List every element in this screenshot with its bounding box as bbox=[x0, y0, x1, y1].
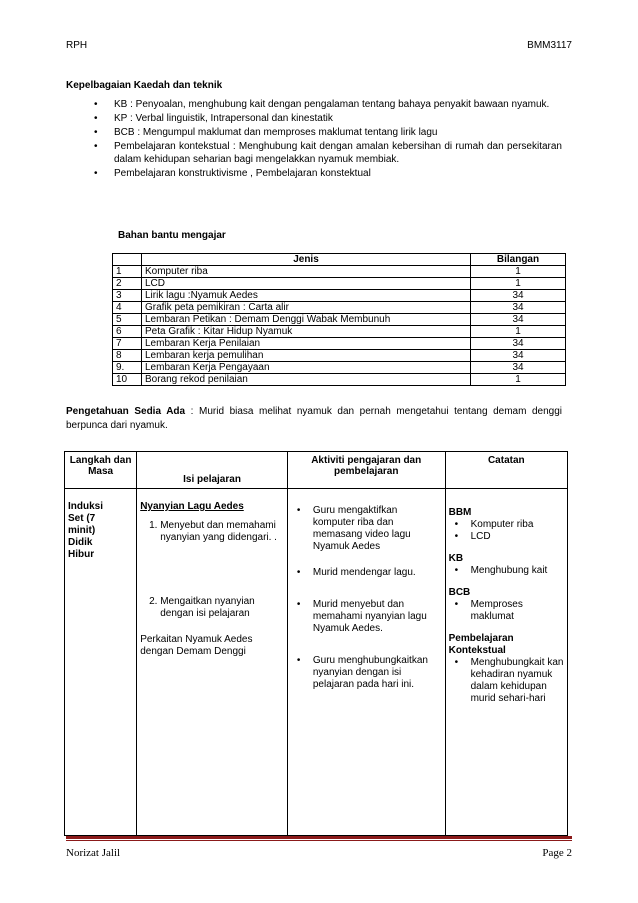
kaedah-item: • KP : Verbal linguistik, Intrapersonal dan kinestatik bbox=[66, 112, 562, 125]
bahan-row-num: 5 bbox=[113, 314, 142, 326]
catatan-pk-label: Pembelajaran Kontekstual bbox=[448, 633, 514, 656]
aktiviti-list bbox=[291, 505, 442, 691]
bahan-row-num: 9. bbox=[113, 362, 142, 374]
bahan-row bbox=[113, 278, 566, 290]
pengetahuan-sedia-ada bbox=[66, 405, 562, 433]
langkah-line: Induksi bbox=[68, 501, 104, 512]
bahan-body bbox=[113, 266, 566, 386]
catatan-bbm-list bbox=[449, 519, 564, 543]
langkah-line: Hibur bbox=[68, 549, 95, 560]
lesson-row bbox=[65, 489, 568, 836]
bahan-row bbox=[113, 374, 566, 386]
langkah-cell bbox=[65, 489, 137, 836]
bahan-row bbox=[113, 350, 566, 362]
pengetahuan-label: Pengetahuan Sedia Ada bbox=[66, 406, 186, 417]
langkah-line: minit) bbox=[68, 525, 96, 536]
isi-cell bbox=[137, 489, 288, 836]
bahan-row-num: 6 bbox=[113, 326, 142, 338]
catatan-item: • Komputer riba bbox=[449, 519, 564, 531]
bahan-title: Bahan bantu mengajar bbox=[118, 230, 226, 241]
catatan-item: • Memproses maklumat bbox=[449, 599, 564, 623]
catatan-item: • LCD bbox=[449, 531, 564, 543]
kaedah-item: • Pembelajaran konstruktivisme , Pembelajaran konstektual bbox=[66, 167, 562, 180]
bahan-row-bilangan: 1 bbox=[471, 326, 566, 338]
bahan-row-jenis: LCD bbox=[142, 278, 471, 290]
bahan-row-num: 4 bbox=[113, 302, 142, 314]
kaedah-title: Kepelbagaian Kaedah dan teknik bbox=[66, 80, 223, 91]
bahan-row-bilangan: 34 bbox=[471, 302, 566, 314]
bahan-row-jenis: Lembaran Petikan : Demam Denggi Wabak Membunuh bbox=[142, 314, 471, 326]
bahan-row-num: 3 bbox=[113, 290, 142, 302]
kaedah-item: • BCB : Mengumpul maklumat dan memproses maklumat tentang lirik lagu bbox=[66, 126, 562, 139]
aktiviti-item: • Murid menyebut dan memahami nyanyian lagu Nyamuk Aedes. bbox=[291, 599, 442, 635]
bahan-row-bilangan: 1 bbox=[471, 374, 566, 386]
bahan-row-bilangan: 1 bbox=[471, 278, 566, 290]
bahan-row-num: 8 bbox=[113, 350, 142, 362]
bahan-row bbox=[113, 314, 566, 326]
kaedah-list bbox=[66, 98, 562, 181]
bahan-row-jenis: Lembaran kerja pemulihan bbox=[142, 350, 471, 362]
bahan-row bbox=[113, 290, 566, 302]
isi-step: 2. Mengaitkan nyanyian dengan isi pelajaran bbox=[160, 596, 284, 620]
kaedah-item: • KB : Penyoalan, menghubung kait dengan pengalaman tentang bahaya penyakit bawaan nyamuk. bbox=[66, 98, 562, 111]
catatan-item: • Menghubungkait kan kehadiran nyamuk dalam kehidupan murid sehari-hari bbox=[449, 657, 564, 705]
catatan-bcb-label: BCB bbox=[448, 587, 471, 598]
bahan-row-bilangan: 34 bbox=[471, 362, 566, 374]
bahan-row bbox=[113, 266, 566, 278]
bahan-row-jenis: Komputer riba bbox=[142, 266, 471, 278]
lesson-header-row bbox=[65, 452, 568, 489]
langkah-line: Didik bbox=[68, 537, 93, 548]
header-langkah: Langkah dan Masa bbox=[65, 452, 137, 489]
header-right: BMM3117 bbox=[527, 40, 572, 51]
header-aktiviti: Aktiviti pengajaran dan pembelajaran bbox=[287, 452, 445, 489]
langkah-line: Set (7 bbox=[68, 513, 96, 524]
bahan-row bbox=[113, 362, 566, 374]
bahan-row-bilangan: 1 bbox=[471, 266, 566, 278]
bahan-row-bilangan: 34 bbox=[471, 350, 566, 362]
bahan-header-jenis: Jenis bbox=[142, 254, 471, 266]
footer-rule bbox=[66, 836, 572, 839]
catatan-item: • Menghubung kait bbox=[449, 565, 564, 577]
bahan-row-jenis: Lembaran Kerja Penilaian bbox=[142, 338, 471, 350]
bahan-row-jenis: Grafik peta pemikiran : Carta alir bbox=[142, 302, 471, 314]
bahan-row-bilangan: 34 bbox=[471, 290, 566, 302]
bahan-row-num: 1 bbox=[113, 266, 142, 278]
bahan-row-num: 7 bbox=[113, 338, 142, 350]
pengetahuan-text: : Murid biasa melihat nyamuk dan pernah mengetahui tentang demam denggi berpunca dari nyamuk. bbox=[66, 406, 563, 431]
aktiviti-cell bbox=[287, 489, 445, 836]
header-catatan: Catatan bbox=[445, 452, 567, 489]
isi-steps-2 bbox=[140, 596, 284, 620]
bahan-row-num: 10 bbox=[113, 374, 142, 386]
aktiviti-item: • Murid mendengar lagu. bbox=[291, 567, 442, 579]
catatan-bcb-list bbox=[449, 599, 564, 623]
catatan-kb-list bbox=[449, 565, 564, 577]
bahan-row-jenis: Lirik lagu :Nyamuk Aedes bbox=[142, 290, 471, 302]
bahan-header-num bbox=[113, 254, 142, 266]
aktiviti-item: • Guru mengaktifkan komputer riba dan memasang video lagu Nyamuk Aedes bbox=[291, 505, 442, 553]
kaedah-item: • Pembelajaran kontekstual : Menghubung kait dengan amalan kebersihan di rumah dan persekitaran dalam kehidupan seharian bagi mengelakkan nyamuk membiak. bbox=[66, 140, 562, 166]
bahan-row bbox=[113, 302, 566, 314]
footer-author: Norizat Jalil bbox=[66, 847, 121, 859]
catatan-pk-list bbox=[449, 657, 564, 705]
bahan-row-jenis: Lembaran Kerja Pengayaan bbox=[142, 362, 471, 374]
bahan-row-jenis: Borang rekod penilaian bbox=[142, 374, 471, 386]
catatan-cell bbox=[445, 489, 567, 836]
catatan-kb-label: KB bbox=[448, 553, 464, 564]
bahan-header-row bbox=[113, 254, 566, 266]
bahan-row-jenis: Peta Grafik : Kitar Hidup Nyamuk bbox=[142, 326, 471, 338]
isi-steps-1 bbox=[140, 520, 284, 544]
isi-perkaitan: Perkaitan Nyamuk Aedes dengan Demam Denggi bbox=[140, 634, 253, 657]
lesson-table bbox=[64, 451, 568, 836]
bahan-row bbox=[113, 326, 566, 338]
aktiviti-item: • Guru menghubungkaitkan nyanyian dengan isi pelajaran pada hari ini. bbox=[291, 655, 442, 691]
isi-step: 1. Menyebut dan memahami nyanyian yang didengari. . bbox=[160, 520, 284, 544]
footer-rule-thin bbox=[66, 840, 572, 841]
bahan-row-bilangan: 34 bbox=[471, 314, 566, 326]
footer-page-number: Page 2 bbox=[542, 847, 572, 859]
header-isi: Isi pelajaran bbox=[137, 452, 288, 489]
bahan-row bbox=[113, 338, 566, 350]
bahan-row-bilangan: 34 bbox=[471, 338, 566, 350]
bahan-header-bilangan: Bilangan bbox=[471, 254, 566, 266]
isi-title: Nyanyian Lagu Aedes bbox=[140, 501, 244, 512]
catatan-bbm-label: BBM bbox=[448, 507, 472, 518]
bahan-table bbox=[112, 253, 566, 386]
bahan-row-num: 2 bbox=[113, 278, 142, 290]
header-left: RPH bbox=[66, 40, 88, 51]
